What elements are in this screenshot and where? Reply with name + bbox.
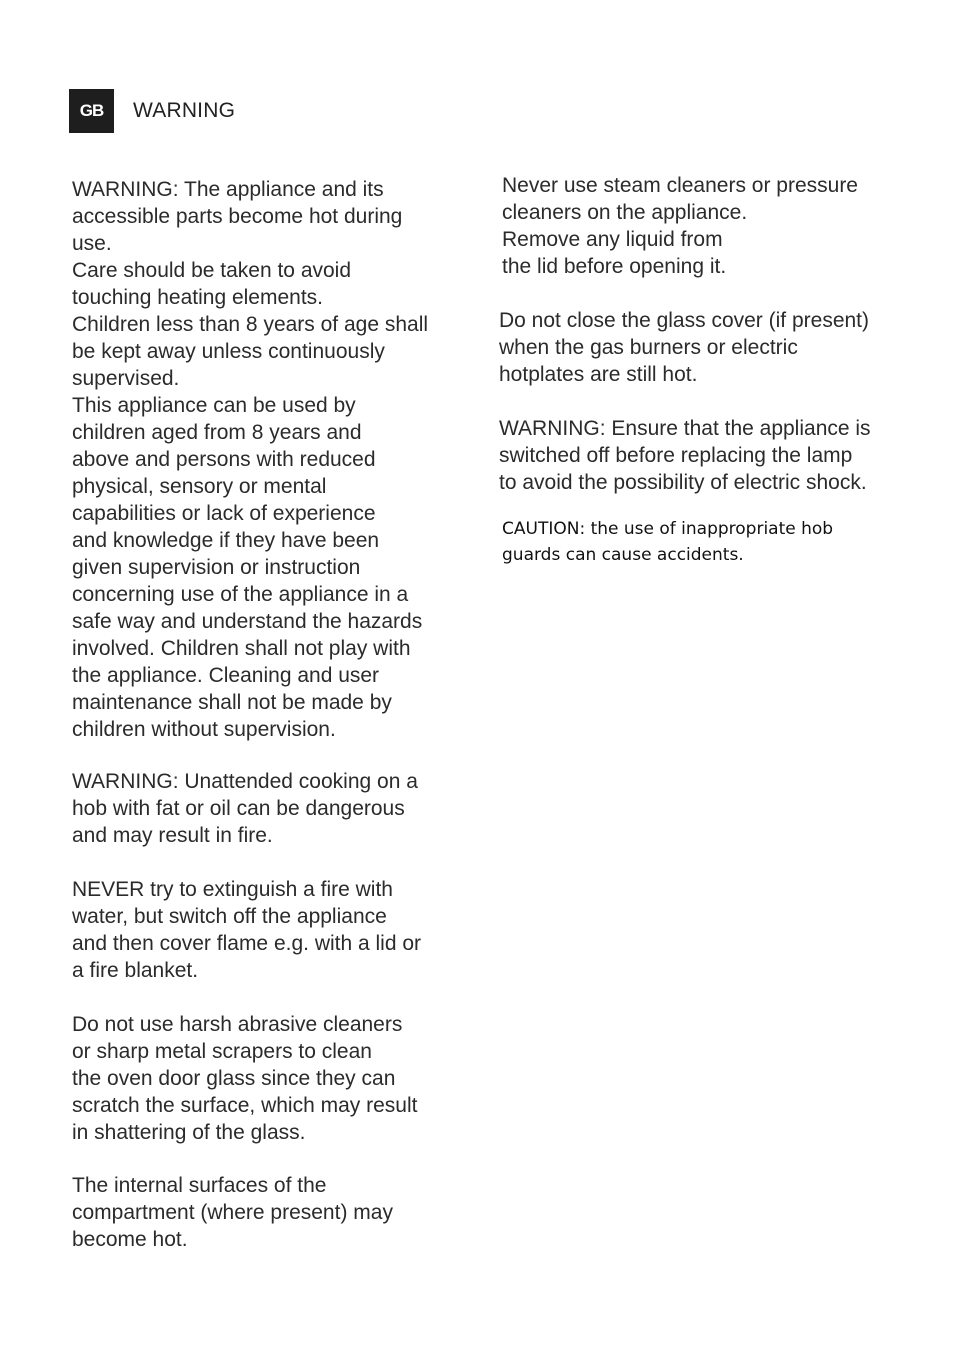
language-badge-label: GB	[79, 101, 104, 120]
section-title: WARNING	[133, 99, 236, 122]
caution-hob-guards-paragraph: CAUTION: the use of inappropriate hob guards can cause accidents.	[502, 519, 834, 565]
warning-lamp-paragraph: WARNING: Ensure that the appliance is switched off before replacing the lamp to avoid the possibility of electric shock.	[499, 417, 871, 494]
warning-unattended-cooking-paragraph: WARNING: Unattended cooking on a hob with fat or oil can be dangerous and may result in fire.	[72, 770, 418, 847]
language-badge	[69, 89, 114, 133]
glass-cover-paragraph: Do not close the glass cover (if present) when the gas burners or electric hotplates are still hot.	[499, 309, 870, 386]
abrasive-cleaners-paragraph: Do not use harsh abrasive cleaners or sharp metal scrapers to clean the oven door glass since they can scratch the surface, which may result in shattering of the glass.	[72, 1013, 418, 1144]
fire-extinguish-paragraph: NEVER try to extinguish a fire with water, but switch off the appliance and then cover flame e.g. with a lid or a fire blanket.	[72, 878, 422, 982]
steam-cleaners-paragraph: Never use steam cleaners or pressure cleaners on the appliance. Remove any liquid from the lid before opening it.	[502, 174, 858, 278]
warning-hot-parts-paragraph: WARNING: The appliance and its accessible parts become hot during use. Care should be taken to avoid touching heating elements. Children less than 8 years of age shall be kept away unless continuously supervised. This appliance can be used by children aged from 8 years and above and persons with reduced physical, sensory or mental capabilities or lack of experience and knowledge if they have been given supervision or instruction concerning use of the appliance in a safe way and understand the hazards involved. Children shall not play with the appliance. Cleaning and user maintenance shall not be made by children without supervision.	[72, 178, 429, 741]
internal-surfaces-paragraph: The internal surfaces of the compartment (where present) may become hot.	[72, 1174, 393, 1251]
